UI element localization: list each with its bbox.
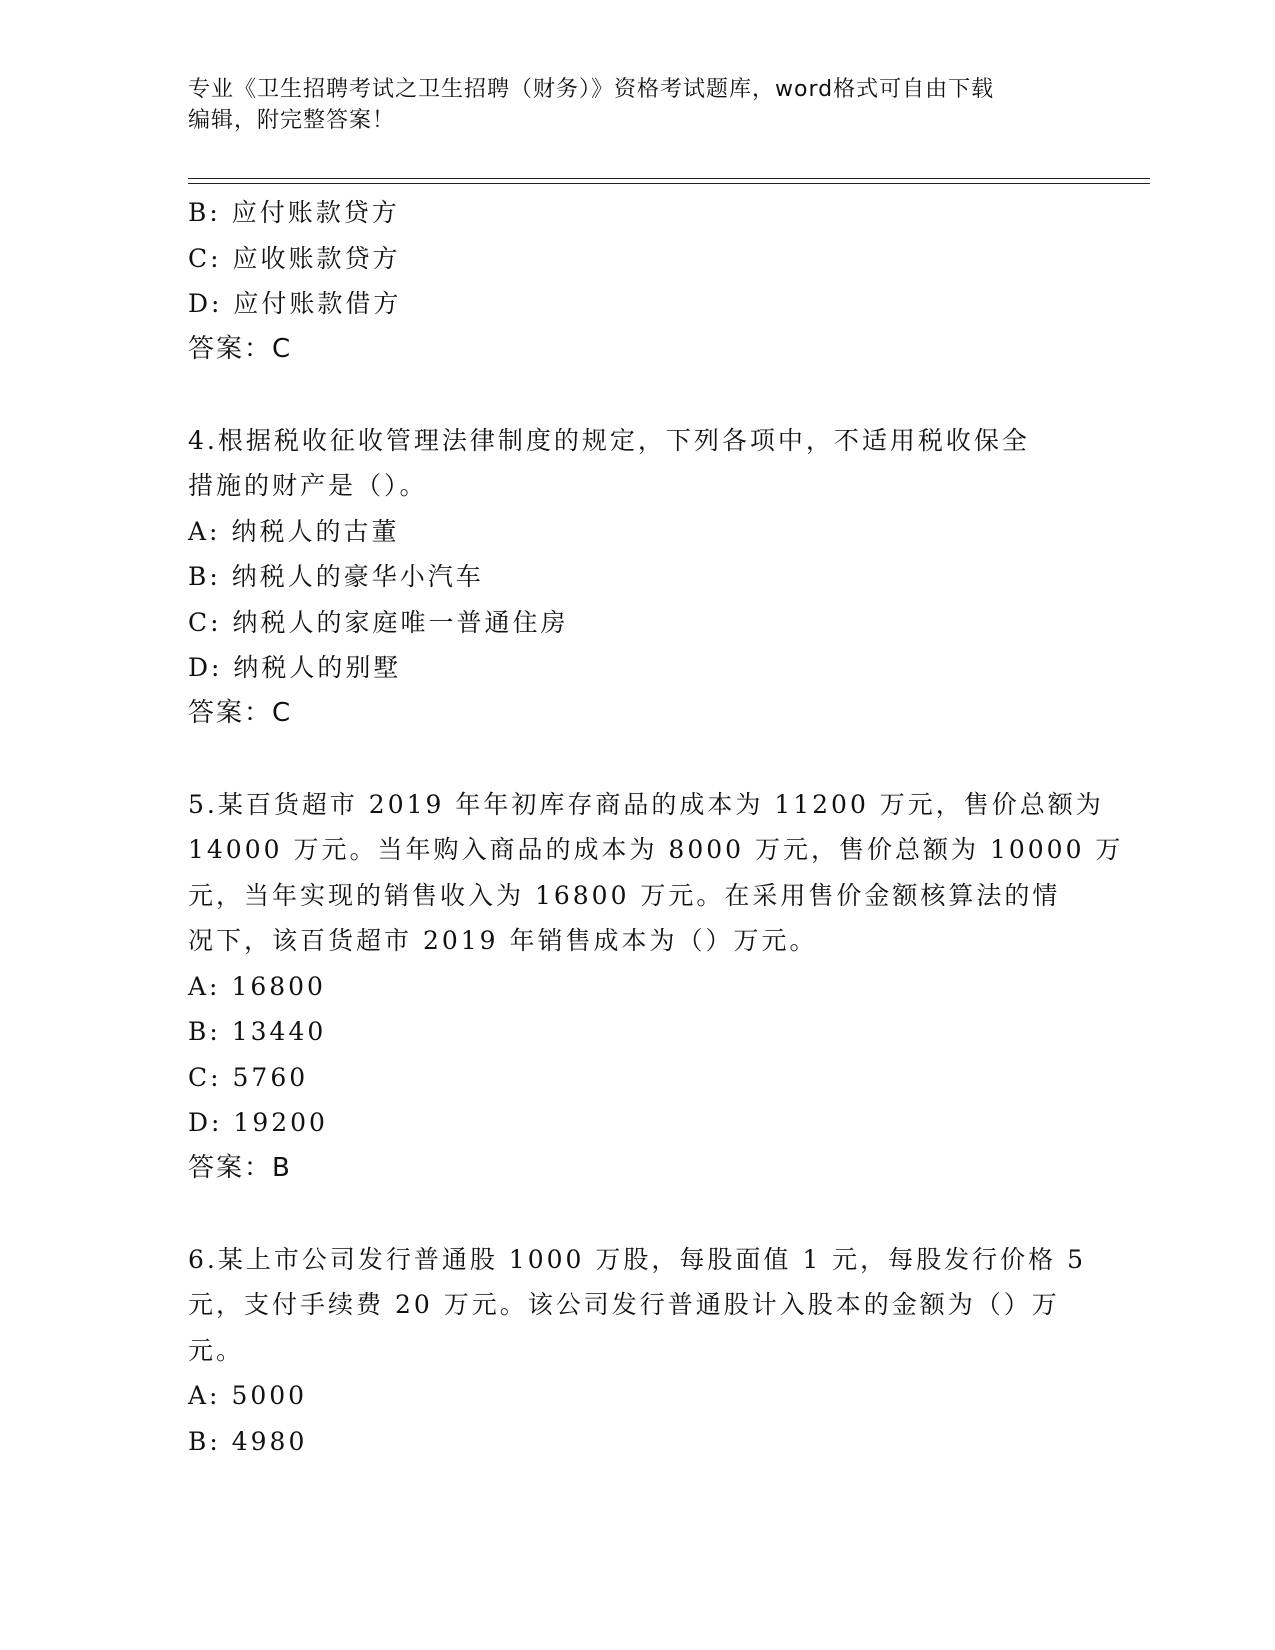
option-letter: D:: [188, 1108, 223, 1137]
option-text: 纳税人的豪华小汽车: [231, 562, 484, 591]
option-a: [188, 509, 1088, 555]
option-c: [188, 236, 1088, 282]
question-4: [188, 418, 1088, 737]
question-text-line: 况下，该百货超市 2019 年销售成本为（）万元。: [188, 926, 818, 955]
option-text: 4980: [231, 1426, 308, 1456]
option-text: 19200: [233, 1108, 328, 1137]
spacer: [188, 1191, 1088, 1237]
header-line-1: 专业《卫生招聘考试之卫生招聘（财务）》资格考试题库，word格式可自由下载: [188, 77, 995, 102]
option-a: [188, 1373, 1088, 1419]
question-text-line: 元。: [188, 1335, 245, 1365]
option-d: [188, 645, 1088, 691]
option-letter: B:: [188, 562, 221, 591]
option-text: 应付账款借方: [233, 289, 402, 318]
header-divider-bottom: [188, 183, 1150, 184]
option-letter: B:: [188, 1017, 221, 1046]
option-a: [188, 964, 1088, 1010]
option-letter: C:: [188, 243, 222, 273]
option-text: 16800: [231, 971, 326, 1001]
option-c: [188, 600, 1088, 646]
option-c: [188, 1055, 1088, 1101]
option-letter: A:: [188, 971, 221, 1001]
question-text-line: 元，支付手续费 20 万元。该公司发行普通股计入股本的金额为（）万: [188, 1290, 1060, 1319]
option-letter: B:: [188, 1426, 221, 1456]
question-list: [188, 190, 1124, 1464]
question-text-line: 6.某上市公司发行普通股 1000 万股，每股面值 1 元，每股发行价格 5: [188, 1244, 1087, 1274]
option-d: [188, 281, 1088, 327]
option-letter: A:: [188, 516, 221, 546]
option-b: [188, 190, 1088, 236]
question-6: [188, 1237, 1088, 1465]
option-letter: D:: [188, 653, 223, 682]
question-5: [188, 782, 1124, 1192]
question-3-tail: [188, 190, 1088, 372]
option-text: 纳税人的别墅: [233, 653, 402, 682]
option-letter: C:: [188, 1062, 222, 1092]
option-text: 应收账款贷方: [232, 243, 401, 273]
question-text-line: 14000 万元。当年购入商品的成本为 8000 万元，售价总额为 10000 万: [188, 835, 1124, 864]
header-line-2: 编辑，附完整答案！: [188, 108, 396, 133]
option-letter: A:: [188, 1381, 221, 1410]
question-text-line: 5.某百货超市 2019 年年初库存商品的成本为 11200 万元，售价总额为: [188, 789, 1104, 819]
spacer: [188, 736, 1088, 782]
option-b: [188, 1009, 1088, 1055]
option-text: 纳税人的家庭唯一普通住房: [232, 607, 569, 637]
option-text: 应付账款贷方: [231, 198, 400, 227]
answer: 答案：B: [188, 1152, 292, 1183]
spacer: [188, 372, 1088, 418]
question-text-line: 4.根据税收征收管理法律制度的规定，下列各项中，不适用税收保全: [188, 425, 1030, 455]
option-b: [188, 1419, 1088, 1465]
option-letter: C:: [188, 607, 222, 637]
question-text-line: 措施的财产是（）。: [188, 471, 428, 500]
option-text: 5760: [232, 1062, 309, 1092]
answer: 答案：C: [188, 333, 293, 364]
option-text: 13440: [231, 1017, 327, 1046]
option-letter: B:: [188, 198, 221, 227]
option-d: [188, 1100, 1088, 1146]
answer: 答案：C: [188, 697, 293, 728]
document-header: [188, 74, 1068, 136]
option-b: [188, 554, 1088, 600]
option-letter: D:: [188, 289, 223, 318]
question-text-line: 元，当年实现的销售收入为 16800 万元。在采用售价金额核算法的情: [188, 880, 1061, 910]
header-divider-top: [188, 178, 1150, 179]
option-text: 5000: [231, 1381, 308, 1410]
option-text: 纳税人的古董: [231, 516, 400, 546]
